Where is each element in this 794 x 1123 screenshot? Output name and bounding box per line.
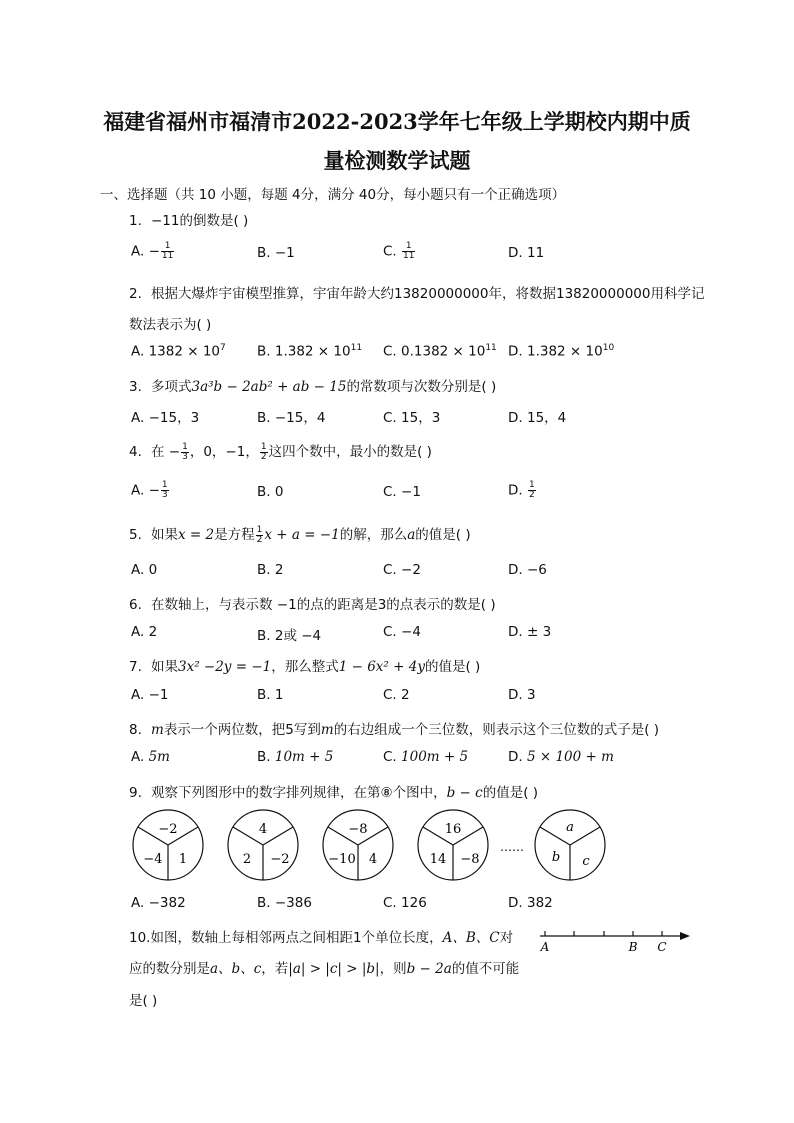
pattern-circle-4 bbox=[418, 810, 488, 880]
question-7-option-d: D. 3 bbox=[508, 687, 536, 703]
question-2-stem-line1: 2. 根据大爆炸宇宙模型推算，宇宙年龄大约13820000000年，将数据13820000000用科学记 bbox=[129, 286, 705, 302]
question-2-stem-line2: 数法表示为( ) bbox=[129, 317, 212, 333]
question-6-stem: 6. 在数轴上，与表示数 −1的点的距离是3的点表示的数是( ) bbox=[129, 597, 496, 613]
question-4-option-b: B. 0 bbox=[257, 484, 284, 500]
pattern-circle-3 bbox=[323, 810, 393, 880]
question-4-stem: 4. 在 − $\frac{1}{3}$ ，0，−1， $\frac{1}{2}$ 这四个数中，最小的数是( ) bbox=[129, 441, 432, 462]
question-8-option-b: B. 10m + 5 bbox=[257, 749, 334, 765]
question-1-stem: 1. −11的倒数是( ) bbox=[129, 213, 249, 229]
circle-2-left-value: 2 bbox=[242, 852, 252, 867]
question-6-option-d: D. ± 3 bbox=[508, 624, 552, 640]
circle-1-right-value: 1 bbox=[178, 852, 188, 867]
pattern-circle-2 bbox=[228, 810, 298, 880]
question-3-stem: 3. 多项式3a³b − 2ab² + ab − 15的常数项与次数分别是( ) bbox=[129, 379, 497, 395]
question-3-option-c: C. 15，3 bbox=[383, 410, 441, 426]
pattern-circle-n bbox=[535, 810, 605, 880]
question-6-option-c: C. −4 bbox=[383, 624, 421, 640]
question-2-option-d: D. $1.382 \times 10^{10}$ bbox=[508, 343, 615, 360]
circle-2-top-value: 4 bbox=[258, 822, 268, 837]
question-2-option-c: C. $0.1382 \times 10^{11}$ bbox=[383, 343, 497, 360]
question-8-stem: 8. m表示一个两位数，把5写到m的右边组成一个三位数，则表示这个三位数的式子是( ) bbox=[129, 722, 660, 738]
question-8-option-a: A. 5m bbox=[131, 749, 170, 765]
question-3-option-d: D. 15，4 bbox=[508, 410, 567, 426]
circle-4-left-value: 14 bbox=[429, 852, 447, 867]
document-title-line2: 量检测数学试题 bbox=[323, 148, 471, 173]
circle-n-top-value: a bbox=[566, 820, 574, 835]
circle-4-right-value: −8 bbox=[460, 852, 480, 867]
circle-4-top-value: 16 bbox=[444, 822, 462, 837]
question-3-option-b: B. −15，4 bbox=[257, 410, 326, 426]
number-line-figure bbox=[536, 926, 692, 956]
question-10-stem-line1: 10.如图，数轴上每相邻两点之间相距1个单位长度，A、B、C对 bbox=[129, 930, 514, 946]
question-10-stem-line3: 是( ) bbox=[129, 993, 158, 1009]
question-5-option-a: A. 0 bbox=[131, 562, 158, 578]
question-1-option-d: D. 11 bbox=[508, 245, 545, 261]
question-8-option-c: C. 100m + 5 bbox=[383, 749, 469, 765]
question-4-option-d: D. $\frac{1}{2}$ bbox=[508, 480, 535, 500]
question-7-option-b: B. 1 bbox=[257, 687, 284, 703]
question-5-option-b: B. 2 bbox=[257, 562, 284, 578]
circle-1-left-value: −4 bbox=[143, 852, 163, 867]
point-b-label: B bbox=[628, 940, 638, 954]
question-10-stem-line2: 应的数分别是a、b、c，若|a| > |c| > |b|，则b − 2a的值不可能 bbox=[129, 961, 520, 977]
question-1-option-c: C. $\frac{1}{11}$ bbox=[383, 241, 415, 261]
question-5-option-c: C. −2 bbox=[383, 562, 421, 578]
question-5-stem: 5. 如果x = 2是方程 $\frac{1}{2}$ x + a = −1的解，那么a的值是( ) bbox=[129, 524, 471, 545]
question-7-option-c: C. 2 bbox=[383, 687, 410, 703]
question-8-option-d: D. 5 × 100 + m bbox=[508, 749, 614, 765]
question-5-option-d: D. −6 bbox=[508, 562, 547, 578]
question-9-figure bbox=[126, 806, 626, 886]
circle-3-left-value: −10 bbox=[328, 852, 356, 867]
pattern-circle-1 bbox=[133, 810, 203, 880]
question-9-stem: 9. 观察下列图形中的数字排列规律，在第⑧个图中，b − c的值是( ) bbox=[129, 785, 539, 801]
question-1-option-b: B. −1 bbox=[257, 245, 295, 261]
question-9-option-b: B. −386 bbox=[257, 895, 312, 911]
sequence-ellipsis: …… bbox=[500, 840, 524, 854]
circle-n-right-value: c bbox=[582, 854, 590, 869]
question-9-option-a: A. −382 bbox=[131, 895, 186, 911]
question-3-option-a: A. −15，3 bbox=[131, 410, 200, 426]
question-9-option-d: D. 382 bbox=[508, 895, 553, 911]
question-2-option-a: A. $1382 \times 10^7$ bbox=[131, 343, 226, 360]
circle-3-right-value: 4 bbox=[368, 852, 378, 867]
question-1-option-a: A. − $\frac{1}{11}$ bbox=[131, 241, 174, 261]
circle-3-top-value: −8 bbox=[348, 822, 368, 837]
question-2-option-b: B. $1.382 \times 10^{11}$ bbox=[257, 343, 363, 360]
question-6-option-a: A. 2 bbox=[131, 624, 158, 640]
circle-2-right-value: −2 bbox=[270, 852, 290, 867]
circle-n-left-value: b bbox=[551, 850, 561, 865]
question-7-option-a: A. −1 bbox=[131, 687, 169, 703]
question-4-option-a: A. − $\frac{1}{3}$ bbox=[131, 480, 168, 500]
point-c-label: C bbox=[657, 940, 667, 954]
question-4-option-c: C. −1 bbox=[383, 484, 421, 500]
question-9-option-c: C. 126 bbox=[383, 895, 427, 911]
point-a-label: A bbox=[540, 940, 550, 954]
circle-1-top-value: −2 bbox=[158, 822, 178, 837]
document-title-line1: 福建省福州市福清市2022-2023学年七年级上学期校内期中质 bbox=[103, 109, 691, 134]
question-7-stem: 7. 如果3x² −2y = −1，那么整式1 − 6x² + 4y的值是( ) bbox=[129, 659, 481, 675]
question-6-option-b: B. 2或 −4 bbox=[257, 628, 322, 644]
section-heading: 一、选择题（共 10 小题，每题 4分，满分 40分，每小题只有一个正确选项） bbox=[100, 187, 566, 203]
